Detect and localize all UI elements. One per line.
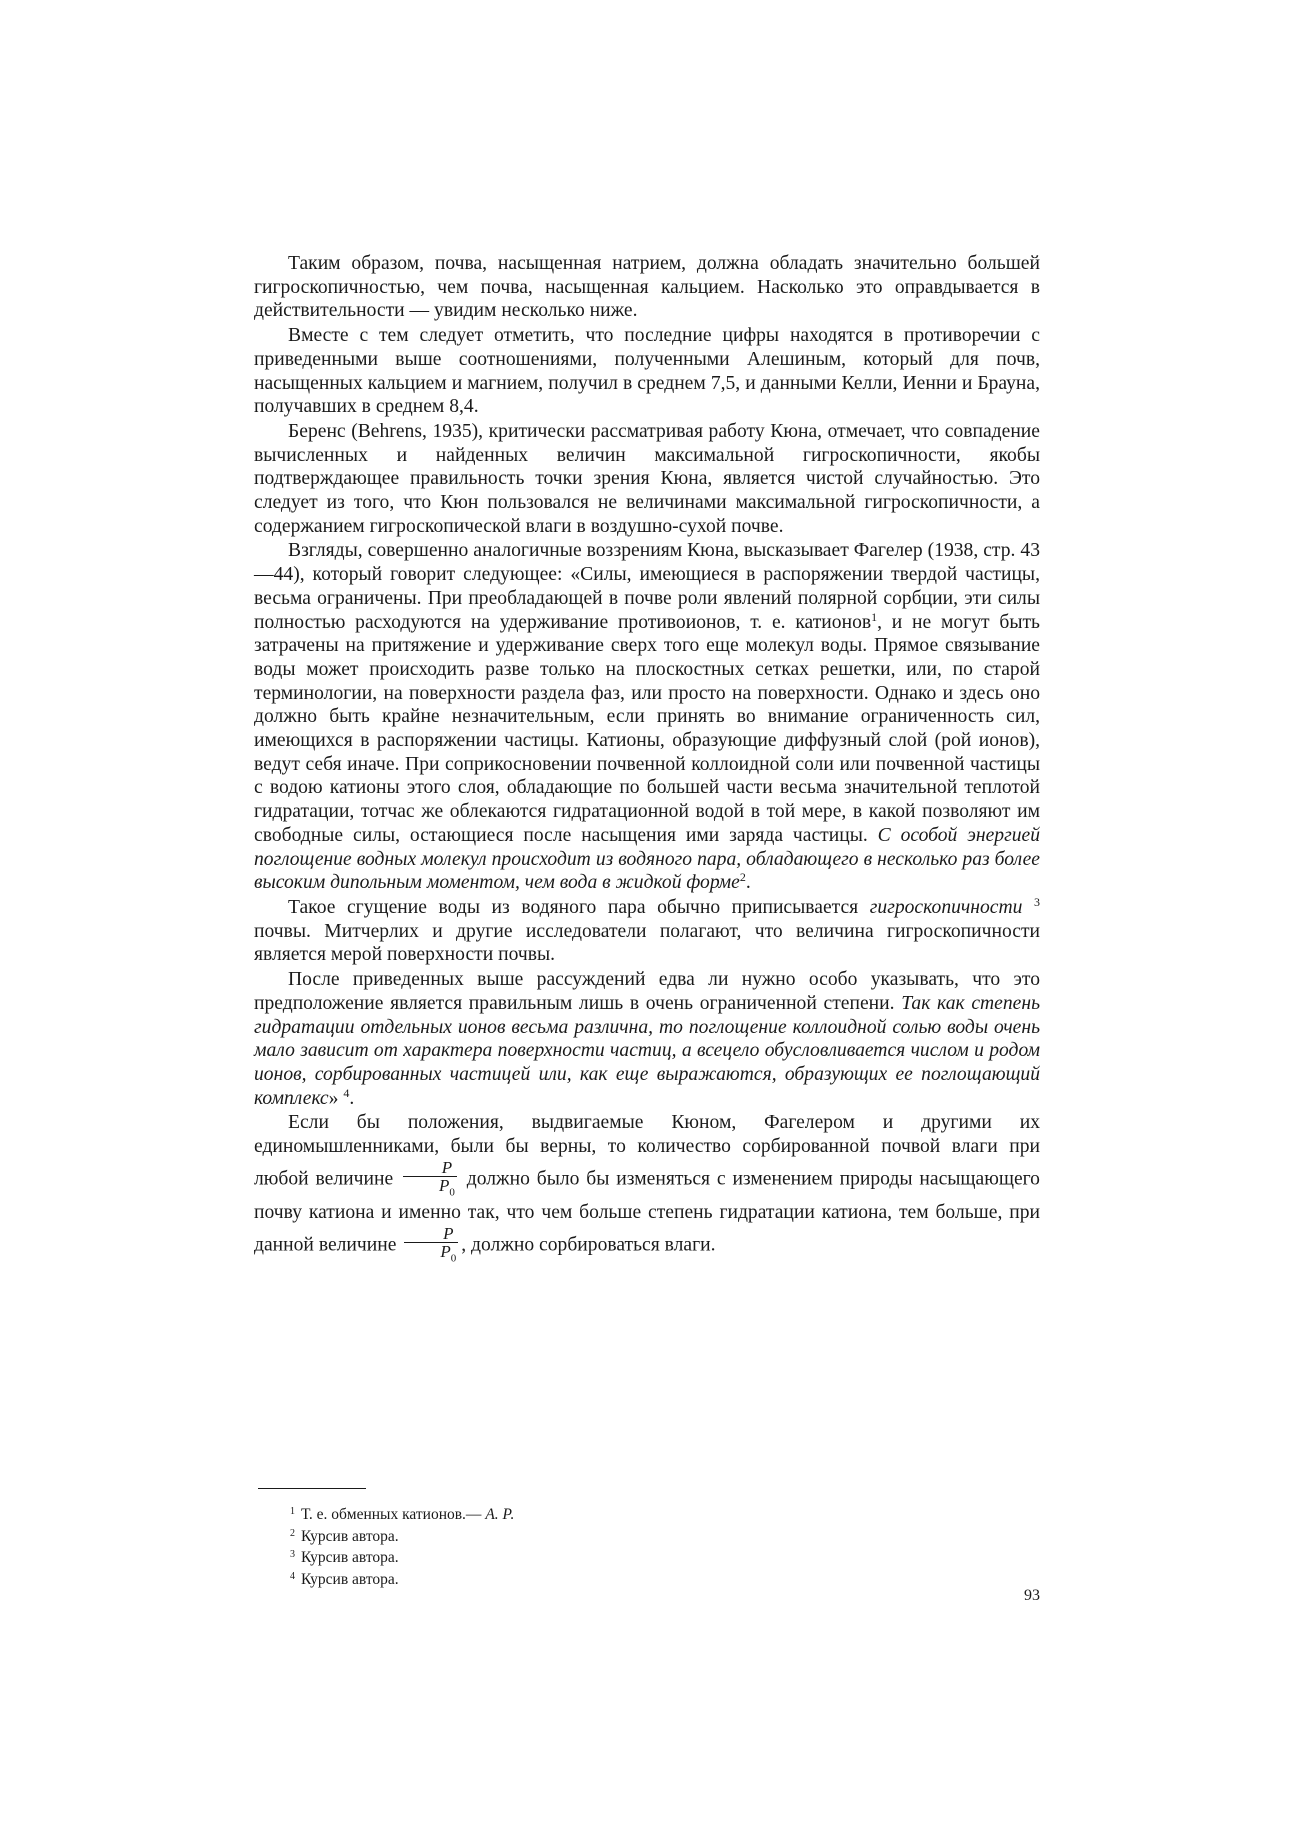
paragraph-2 [254, 324, 1040, 419]
footnote-ref-1: 1 [871, 609, 878, 624]
footnotes [290, 1503, 790, 1589]
footnote-4-text: Курсив автора. [301, 1570, 399, 1588]
footnote-2 [290, 1525, 790, 1547]
paragraph-4-italic: С особой энергией поглощение водных молекул происходит из водяного пара, обладающего в несколько раз более высоким дипольным моментом, чем вода в жидкой форме [254, 824, 1041, 894]
footnote-2-text: Курсив автора. [301, 1527, 399, 1545]
body-text [254, 252, 1040, 1267]
fraction-numerator: P [403, 1159, 457, 1177]
footnote-3-text: Курсив автора. [301, 1549, 399, 1566]
paragraph-4-text-b: , и не могут быть затрачены на притяжение и удерживание сверх того еще молекул воды. Прямое связывание воды может происходить разве только на плоскостных сетках решетки, или, по старой терминологии, на поверхности раздела фаз, или просто на поверхности. Однако и здесь оно должно быть крайне незначительным, если принять во внимание ограниченность сил, имеющихся в распоряжении частицы. Катионы, образующие диффузный слой (рой ионов), ведут себя иначе. При соприкосновении почвенной коллоидной соли или почвенной частицы с водою катионы этого слоя, обладающие по большей части весьма значительной теплотой гидратации, тотчас же облекаются гидратационной водой в той мере, в какой позволяют им свободные силы, остающиеся после насыщения ими заряда частицы. [254, 611, 1040, 846]
paragraph-5-text-b: почвы. Митчерлих и другие исследователи полагают, что величина гигроскопичности является мерой поверхности почвы. [254, 920, 1040, 966]
fraction-numerator: P [404, 1225, 458, 1243]
paragraph-6 [254, 968, 1040, 1110]
paragraph-7-text-a: Если бы положения, выдвигаемые Кюном, Фагелером и другими их единомышленниками, были бы верны, то количество сорбированной почвой влаги при любой величине [254, 1112, 1040, 1190]
footnote-3-mark: 3 [290, 1549, 295, 1560]
footnote-1-author: А. Р. [485, 1506, 515, 1523]
footnote-ref-2: 2 [739, 870, 746, 885]
fraction-denominator [404, 1243, 458, 1267]
paragraph-2-text: Вместе с тем следует отметить, что последние цифры находятся в противоречии с приведенными выше соотношениями, полученными Алешиным, который для почв, насыщенных кальцием и магнием, получил в среднем 7,5, и данными Келли, Иенни и Брауна, получавших в среднем 8,4. [254, 325, 1040, 418]
paragraph-7-text-c: , должно сорбироваться влаги. [461, 1234, 716, 1256]
footnote-4 [290, 1568, 790, 1590]
paragraph-3 [254, 420, 1040, 539]
paragraph-4-text-a: Взгляды, совершенно аналогичные воззрениям Кюна, высказывает Фагелер (1938, стр. 43—44), который говорит следующее: «Силы, имеющиеся в распоряжении твердой частицы, весьма ограничены. При преобладающей в почве роли явлений полярной сорбции, эти силы полностью расходуются на удерживание противоионов, т. е. катионов [254, 540, 1040, 633]
footnote-ref-4: 4 [343, 1085, 350, 1100]
fraction-denominator-letter: P [440, 1241, 451, 1261]
paragraph-5-text-a: Такое сгущение воды из водяного пара обычно приписывается [288, 896, 870, 918]
footnote-1-mark: 1 [290, 1506, 295, 1517]
paragraph-6-end: . [349, 1087, 355, 1109]
footnote-separator [258, 1488, 366, 1489]
paragraph-4-end: . [745, 872, 751, 894]
fraction-p-over-p0-first [403, 1159, 457, 1201]
footnote-3 [290, 1546, 790, 1568]
fraction-subscript: 0 [449, 1186, 455, 1199]
paragraph-7-text-b: должно было бы изменяться с изменением природы насыщающего почву катиона и именно так, что чем больше степень гидратации катиона, тем больше, при данной величине [254, 1168, 1040, 1256]
fraction-denominator-letter: P [439, 1175, 450, 1195]
page-number: 93 [1024, 1587, 1040, 1604]
paragraph-6-close-quote: » [328, 1087, 339, 1109]
footnote-2-mark: 2 [290, 1527, 295, 1539]
footnote-1-text: Т. е. обменных катионов.— [301, 1506, 486, 1523]
paragraph-6-italic: Так как степень гидратации отдельных ионов весьма различна, то поглощение коллоидной солью воды очень мало зависит от характера поверхности частиц, а всецело обусловливается числом и родом ионов, сорбированных частицей или, как еще выражаются, образующих ее поглощающий комплекс [254, 992, 1041, 1109]
footnote-ref-3: 3 [1034, 894, 1041, 909]
footnote-1 [290, 1503, 790, 1525]
fraction-subscript: 0 [450, 1252, 457, 1265]
paragraph-4 [254, 539, 1040, 895]
fraction-denominator [403, 1177, 457, 1201]
footnote-4-mark: 4 [290, 1570, 295, 1582]
paragraph-7 [254, 1111, 1040, 1267]
paragraph-5-italic: гигроскопичности [869, 896, 1023, 918]
paragraph-1 [254, 252, 1040, 323]
paragraph-1-text: Таким образом, почва, насыщенная натрием, должна обладать значительно большей гигроскопичностью, чем почва, насыщенная кальцием. Насколько это оправдывается в действительности — увидим несколько ниже. [254, 253, 1040, 322]
fraction-p-over-p0-second [404, 1225, 458, 1267]
paragraph-6-text-a: После приведенных выше рассуждений едва ли нужно особо указывать, что это предположение является правильным лишь в очень ограниченной степени. [254, 969, 1040, 1014]
paragraph-3-text: Беренс (Behrens, 1935), критически рассматривая работу Кюна, отмечает, что совпадение вычисленных и найденных величин максимальной гигроскопичности, якобы подтверждающее правильность точки зрения Кюна, является чистой случайностью. Это следует из того, что Кюн пользовался не величинами максимальной гигроскопичности, а содержанием гигроскопической влаги в воздушно-сухой почве. [254, 420, 1040, 537]
paragraph-5 [254, 896, 1040, 967]
